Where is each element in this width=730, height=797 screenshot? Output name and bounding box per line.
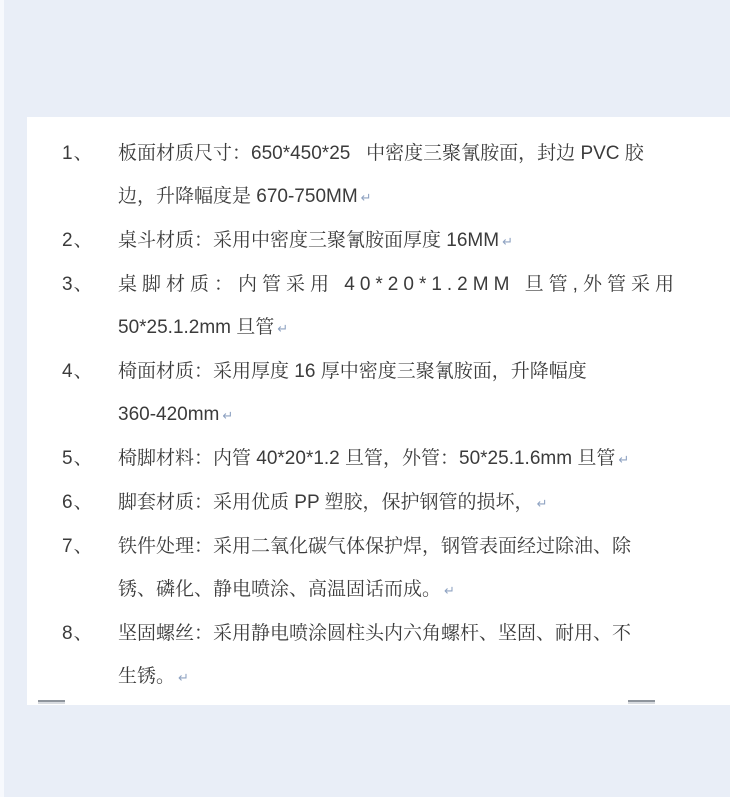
list-item (62, 219, 662, 263)
item-number: 2、 (62, 230, 94, 251)
item-number: 3、 (62, 274, 94, 295)
list-item (62, 481, 662, 525)
line-text: 脚套材质：采用优质 PP 塑胶，保护钢管的损坏， (118, 492, 534, 513)
return-mark: ↵ (360, 190, 372, 205)
return-mark: ↵ (277, 321, 289, 336)
item-text (118, 132, 655, 219)
line-text: 360-420mm (118, 404, 220, 425)
line-text: 生锈。 (118, 666, 176, 687)
list-item (62, 612, 662, 699)
return-mark: ↵ (444, 583, 455, 598)
list-item (62, 263, 679, 350)
line-text: 板面材质尺寸：650*450*25 中密度三聚氰胺面，封边 PVC 胶 (118, 143, 644, 164)
text-line (118, 132, 655, 175)
line-text: 边，升降幅度是 670-750MM (118, 186, 358, 207)
item-text (118, 350, 655, 437)
return-mark: ↵ (536, 496, 548, 511)
item-text (118, 481, 655, 525)
left-margin-strip (0, 0, 4, 797)
line-text: 50*25.1.2mm 旦管 (118, 317, 275, 338)
list-item (62, 350, 662, 437)
text-line (118, 481, 655, 525)
page-corner-mark-right (628, 700, 655, 704)
line-text: 锈、磷化、静电喷涂、高温固话而成。 (118, 579, 442, 600)
list-item (62, 437, 662, 481)
line-text: 椅面材质：采用厚度 16 厚中密度三聚氰胺面，升降幅度 (118, 361, 587, 382)
item-text (118, 612, 655, 699)
line-text: 坚固螺丝：采用静电喷涂圆柱头内六角螺杆、坚固、耐用、不 (118, 623, 632, 644)
line-text: 桌斗材质：采用中密度三聚氰胺面厚度 16MM (118, 230, 500, 251)
text-line (118, 393, 655, 437)
item-number: 5、 (62, 448, 94, 469)
text-line (118, 219, 655, 263)
item-number: 8、 (62, 623, 94, 644)
text-line (118, 437, 655, 481)
text-line (118, 612, 655, 655)
item-number: 7、 (62, 536, 94, 557)
list-item (62, 525, 662, 612)
document-paper (27, 117, 730, 705)
item-text (118, 525, 655, 612)
line-text: 椅脚材料：内管 40*20*1.2 旦管，外管：50*25.1.6mm 旦管 (118, 448, 616, 469)
text-line (118, 350, 655, 393)
list-item (62, 132, 662, 219)
item-number: 4、 (62, 361, 94, 382)
text-line (118, 568, 655, 612)
line-text: 铁件处理：采用二氧化碳气体保护焊，钢管表面经过除油、除 (118, 536, 632, 557)
return-mark: ↵ (618, 452, 630, 467)
text-line (118, 175, 655, 219)
return-mark: ↵ (178, 670, 189, 685)
text-line (118, 263, 679, 306)
page-corner-mark-left (38, 700, 65, 704)
text-line (118, 306, 655, 350)
spec-list (62, 132, 679, 699)
item-number: 1、 (62, 143, 94, 164)
item-text (118, 263, 679, 350)
item-text (118, 437, 655, 481)
item-text (118, 219, 655, 263)
return-mark: ↵ (502, 234, 513, 249)
line-text: 桌脚材质：内管采用 40*20*1.2MM 旦管,外管采用 (118, 274, 679, 295)
text-line (118, 525, 655, 568)
return-mark: ↵ (222, 408, 234, 423)
text-line (118, 655, 655, 699)
item-number: 6、 (62, 492, 94, 513)
